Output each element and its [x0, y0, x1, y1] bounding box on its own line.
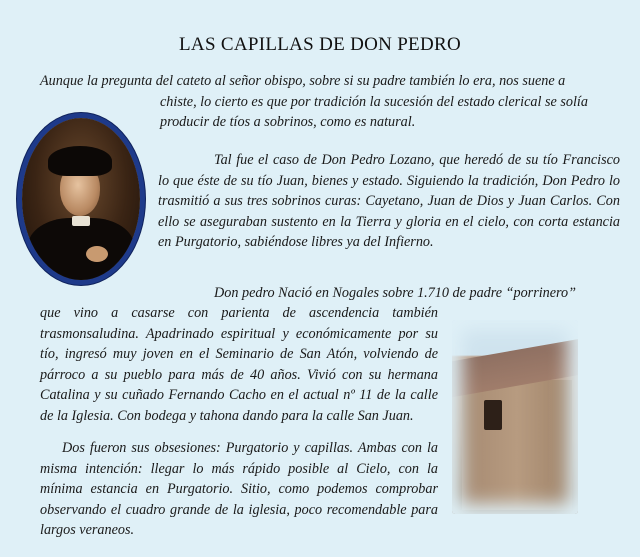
intro-paragraph [40, 71, 620, 133]
photo-vignette [452, 320, 578, 514]
birth-line-1: Don pedro Nació en Nogales sobre 1.710 de padre “porrinero” [214, 285, 577, 301]
lozano-text: Tal fue el caso de Don Pedro Lozano, que heredó de su tío Francisco lo que éste de su tío Juan, bienes y estado. Siguiendo la tradición, Don Pedro lo trasmitió a sus tres sobrinos curas: Cayetano, Juan de Dios y Juan Carlos. Con ello se aseguraban sustento en la Tierra y gloria en el cielo, con corta estancia en Purgatorio, sabiéndose libres ya del Infierno. [158, 152, 620, 250]
chapel-photo [452, 320, 578, 514]
lozano-paragraph [158, 150, 620, 253]
portrait-don-pedro [22, 118, 140, 280]
portrait-cap [48, 146, 112, 176]
portrait-hand [86, 246, 108, 262]
portrait-robe [28, 218, 134, 280]
obsessions-paragraph [40, 438, 438, 541]
intro-line-rest: chiste, lo cierto es que por tradición la sucesión del estado clerical se solía producir de tíos a sobrinos, como es natural. [160, 93, 588, 130]
page-title: LAS CAPILLAS DE DON PEDRO [179, 34, 461, 55]
obsessions-text: Dos fueron sus obsesiones: Purgatorio y capillas. Ambas con la misma intención: llegar lo más rápido posible al Cielo, con la mínima estancia en Purgatorio. Sitio, como podemos comprobar observando el cuadro grande de la iglesia, poco recomendable para largos veraneos. [40, 440, 438, 538]
portrait-collar [72, 216, 90, 226]
intro-line-1: Aunque la pregunta del cateto al señor obispo, sobre si su padre también lo era, nos suene a [40, 73, 566, 89]
birth-paragraph-first-line [40, 283, 620, 304]
birth-paragraph: que vino a casarse con parienta de ascendencia también trasmonsaludina. Apadrinado espiritual y económicamente por su tío, ingresó muy joven en el Seminario de San Atón, volviendo de párroco a su pueblo para más de 40 años. Vivió con su hermana Catalina y su cuñado Fernando Cacho en el actual nº 11 de la calle de la Iglesia. Con bodega y tahona dando para la calle San Juan. [40, 305, 438, 424]
